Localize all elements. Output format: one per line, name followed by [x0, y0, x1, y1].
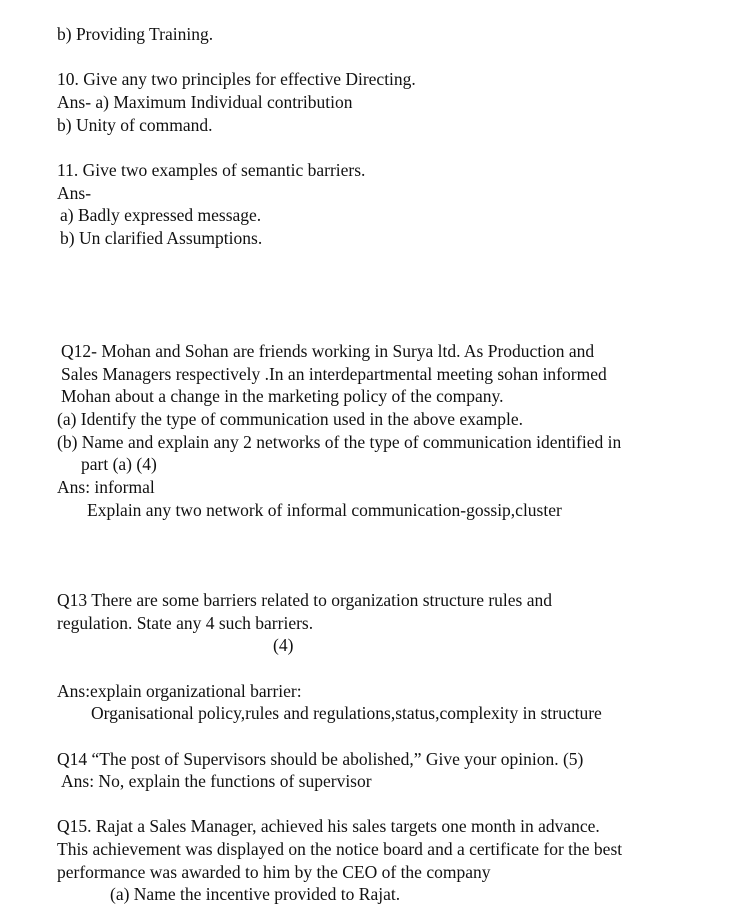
question-12-marks: part (a) (4)	[81, 454, 157, 474]
question-13-marks: (4)	[273, 635, 294, 655]
question-11: 11. Give two examples of semantic barriers.	[57, 160, 366, 180]
question-12: Q12- Mohan and Sohan are friends working in Surya ltd. As Production and	[61, 341, 595, 361]
answer-line: b) Unity of command.	[57, 115, 213, 135]
answer-line: Ans:explain organizational barrier:	[57, 681, 302, 701]
answer-line: Ans: No, explain the functions of supervisor	[61, 771, 372, 791]
answer-line: Explain any two network of informal communication-gossip,cluster	[87, 500, 562, 520]
question-12-part-a: (a) Identify the type of communication used in the above example.	[57, 409, 524, 429]
question-12-line: Sales Managers respectively .In an interdepartmental meeting sohan informed	[61, 364, 607, 384]
question-10: 10. Give any two principles for effective Directing.	[57, 69, 416, 89]
question-13: Q13 There are some barriers related to organization structure rules and	[57, 590, 552, 610]
question-15-line: performance was awarded to him by the CEO of the company	[57, 862, 491, 882]
answer-line: b) Un clarified Assumptions.	[60, 228, 263, 248]
question-13-line: regulation. State any 4 such barriers.	[57, 613, 314, 633]
text-line: b) Providing Training.	[57, 24, 214, 44]
answer-line: Organisational policy,rules and regulations,status,complexity in structure	[91, 703, 602, 723]
question-15-line: This achievement was displayed on the notice board and a certificate for the best	[57, 839, 623, 859]
question-12-line: Mohan about a change in the marketing policy of the company.	[61, 386, 504, 406]
question-12-part-b: (b) Name and explain any 2 networks of the type of communication identified in	[57, 432, 622, 452]
answer-line: Ans: informal	[57, 477, 155, 497]
question-14: Q14 “The post of Supervisors should be abolished,” Give your opinion. (5)	[57, 749, 584, 769]
answer-line: a) Badly expressed message.	[60, 205, 262, 225]
answer-label: Ans-	[57, 183, 92, 203]
question-15: Q15. Rajat a Sales Manager, achieved his sales targets one month in advance.	[57, 816, 600, 836]
answer-line: Ans- a) Maximum Individual contribution	[57, 92, 353, 112]
question-15-part-a: (a) Name the incentive provided to Rajat.	[110, 884, 401, 904]
